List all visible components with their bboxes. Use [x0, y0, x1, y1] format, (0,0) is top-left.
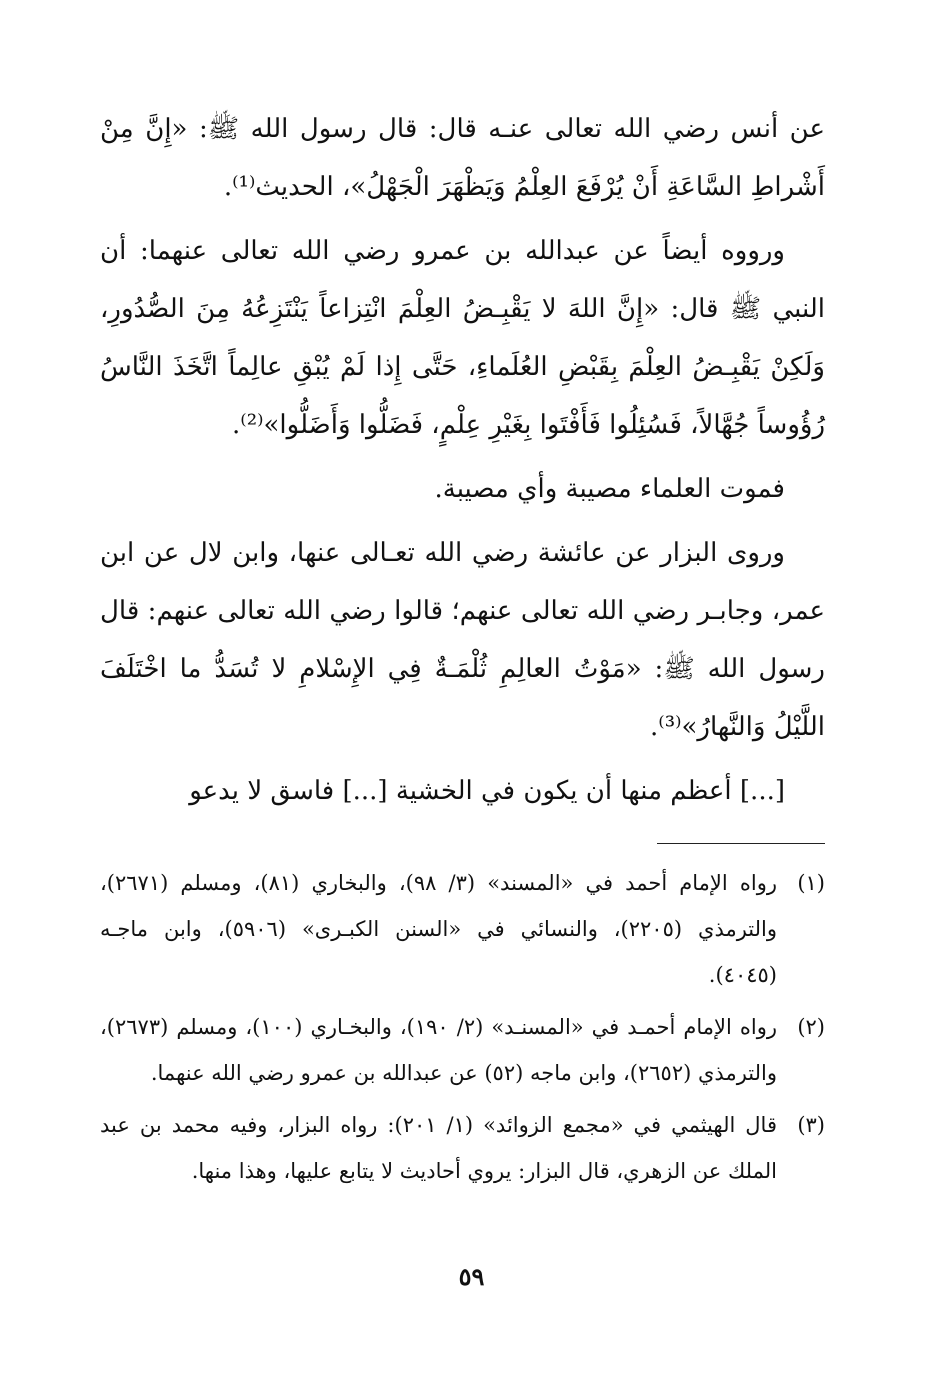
paragraph-scholars-death: فموت العلماء مصيبة وأي مصيبة. — [434, 474, 785, 504]
footnote-divider — [657, 843, 825, 844]
footnote-text: رواه الإمام أحمد في «المسند» (٣/ ٩٨)، والبخاري (٨١)، ومسلم (٢٦٧١)، والترمذي (٢٢٠٥)، والنسائي في «السنن الكبـرى» (٥٩٠٦)، وابن ماجـه (٤٠٤٥). — [100, 871, 778, 987]
footnote-item — [100, 860, 825, 998]
main-text — [100, 100, 825, 820]
footnote-number: (٣) — [797, 1113, 825, 1137]
footnote-item — [100, 1102, 825, 1194]
footnote-number: (٢) — [797, 1015, 825, 1039]
paragraph-closing-line: [...] أعظم منها أن يكون في الخشية [...] فاسق لا يدعو — [189, 776, 785, 806]
footnote-number: (١) — [797, 871, 825, 895]
paragraph-bazzar-hadith: وروى البزار عن عائشة رضي الله تعـالى عنها، وابن لال عن ابن عمر، وجابـر رضي الله تعالى عنهم؛ قالوا رضي الله تعالى عنهم: قال رسول الله ﷺ: «مَوْتُ العالِمِ ثُلْمَـةٌ فِي الإِسْلامِ لا تُسَدُّ ما اخْتَلَفَ اللَّيْلُ وَالنَّهارُ»⁽³⁾. — [100, 538, 825, 742]
paragraph-anas-hadith: عن أنس رضي الله تعالى عنـه قال: قال رسول الله ﷺ: «إِنَّ مِنْ أَشْراطِ السَّاعَةِ أَنْ يُرْفَعَ العِلْمُ وَيَظْهَرَ الْجَهْلُ»، الحديث⁽¹⁾. — [100, 114, 825, 202]
footnote-text: قال الهيثمي في «مجمع الزوائد» (١/ ٢٠١): رواه البزار، وفيه محمد بن عبد الملك عن الزهري، قال البزار: يروي أحاديث لا يتابع عليها، وهذا منها. — [100, 1113, 777, 1183]
page-number: ٥٩ — [458, 1262, 485, 1291]
footnotes — [100, 860, 825, 1200]
footnote-text: رواه الإمام أحمـد في «المسنـد» (٢/ ١٩٠)، والبخـاري (١٠٠)، ومسلم (٢٦٧٣)، والترمذي (٢٦٥٢)، وابن ماجه (٥٢) عن عبدالله بن عمرو رضي الله عنهما. — [100, 1015, 777, 1085]
paragraph-abdullah-hadith: ورووه أيضاً عن عبدالله بن عمرو رضي الله تعالى عنهما: أن النبي ﷺ قال: «إِنَّ اللهَ لا يَقْبِـضُ العِلْمَ انْتِزاعاً يَنْتَزِعُهُ مِنَ الصُّدُورِ، وَلَكِنْ يَقْبِـضُ العِلْمَ بِقَبْضِ العُلَماءِ، حَتَّى إِذا لَمْ يُبْقِ عالِماً اتَّخَذَ النَّاسُ رُؤُوساً جُهَّالاً، فَسُئِلُوا فَأَفْتَوا بِغَيْرِ عِلْمٍ، فَضَلُّوا وَأَضَلُّوا»⁽²⁾. — [100, 236, 825, 440]
footnote-item — [100, 1004, 825, 1096]
